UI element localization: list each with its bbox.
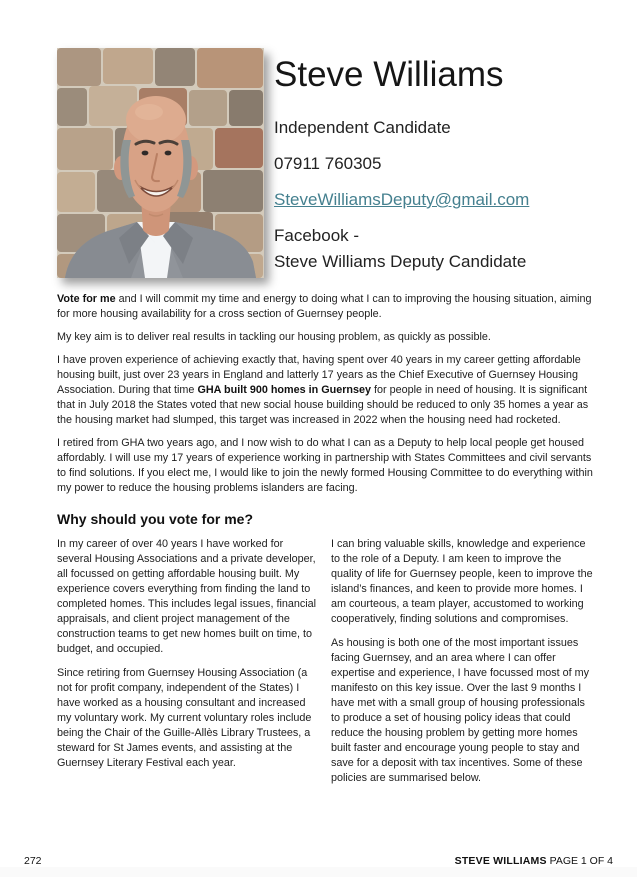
right-col-paragraph-1: I can bring valuable skills, knowledge and experience to the role of a Deputy. I am keen to improve the quality of life for Guernsey people, keen to improve the island’s finances, and keen to provide more homes. I am courteous, a team player, accustomed to working cooperatively, finding solutions and compromises. — [331, 538, 593, 625]
intro-p3-text-a: I have proven experience of achieving exactly that, having spent over 40 years in my career getting affordable housing built, just over 23 years in England and latterly 17 years as the Chief Executive of Guernsey Housing Association. During that time — [57, 354, 581, 396]
footer-candidate-name: STEVE WILLIAMS — [454, 855, 547, 867]
facebook-label: Facebook - — [274, 226, 360, 245]
intro-p1-bold: Vote for me — [57, 293, 116, 305]
left-col-paragraph-1: In my career of over 40 years I have worked for several Housing Associations and a private developer, all focussed on getting affordable housing built. My experience covers everything from finding the land to completed homes. This includes legal issues, financial appraisals, and client project management of the construction teams to get new homes built on time, to budget, and occupied. — [57, 538, 317, 655]
facebook-page-name: Steve Williams Deputy Candidate — [274, 252, 527, 271]
candidate-photo — [57, 48, 264, 278]
left-col-paragraph-2: Since retiring from Guernsey Housing Association (a not for profit company, independent of the States) I have worked as a housing consultant and increased my voluntary work. My current voluntary roles include being the Chair of the Guille-Allès Library Trustees, a steward for St James events, and assisting at the Guernsey Literary Festival each year. — [57, 667, 312, 769]
intro-paragraph-1 — [57, 292, 593, 322]
footer-page-label: PAGE 1 OF 4 — [546, 855, 613, 867]
intro-p3-text-b: for people in need of housing. It is significant that in July 2018 the States voted that new social house building should be reduced to only 35 homes a year as the housing market had slumped, this target was increased in 2022 when the housing need had rocketed. — [57, 384, 589, 426]
bottom-band — [0, 867, 637, 877]
page-footer — [24, 855, 613, 867]
manifesto-body — [57, 292, 593, 795]
left-column — [57, 537, 319, 795]
two-column-section — [57, 537, 593, 795]
intro-paragraph-4: I retired from GHA two years ago, and I now wish to do what I can as a Deputy to help local people get housed affordably. I will use my 17 years of experience working in partnership with States Committees and civil servants to find solutions. If you elect me, I would like to join the newly formed Housing Committee to do everything within my power to reduce the housing problems islanders are facing. — [57, 437, 593, 494]
candidate-photo-graphic — [57, 48, 264, 278]
header — [274, 55, 614, 272]
candidate-phone: 07911 760305 — [274, 154, 382, 173]
page-number: 272 — [24, 855, 42, 867]
intro-paragraph-2: My key aim is to deliver real results in tackling our housing problem, as quickly as possible. — [57, 331, 491, 343]
intro-p3-bold: GHA built 900 homes in Guernsey — [197, 384, 372, 396]
section-heading: Why should you vote for me? — [57, 511, 254, 527]
right-column — [331, 537, 593, 795]
candidate-role: Independent Candidate — [274, 118, 451, 137]
page-title: Steve Williams — [274, 55, 504, 94]
intro-paragraph-3 — [57, 353, 593, 428]
footer-title — [455, 855, 613, 867]
email-link[interactable]: SteveWilliamsDeputy@gmail.com — [274, 190, 530, 209]
right-col-paragraph-2: As housing is both one of the most important issues facing Guernsey, and an area where I can offer expertise and experience, I have focussed most of my manifesto on this key issue. Over the last 9 months I have met with a small group of housing professionals to produce a set of housing policy ideas that could reduce the housing problem by getting more homes built faster and encourage young people to stay and save for a deposit with tax incentives. Some of these policies are summarised below. — [331, 637, 590, 784]
intro-p1-text: and I will commit my time and energy to doing what I can to improving the housing situation, aiming for more housing availability for a cross section of Guernsey people. — [57, 293, 592, 320]
